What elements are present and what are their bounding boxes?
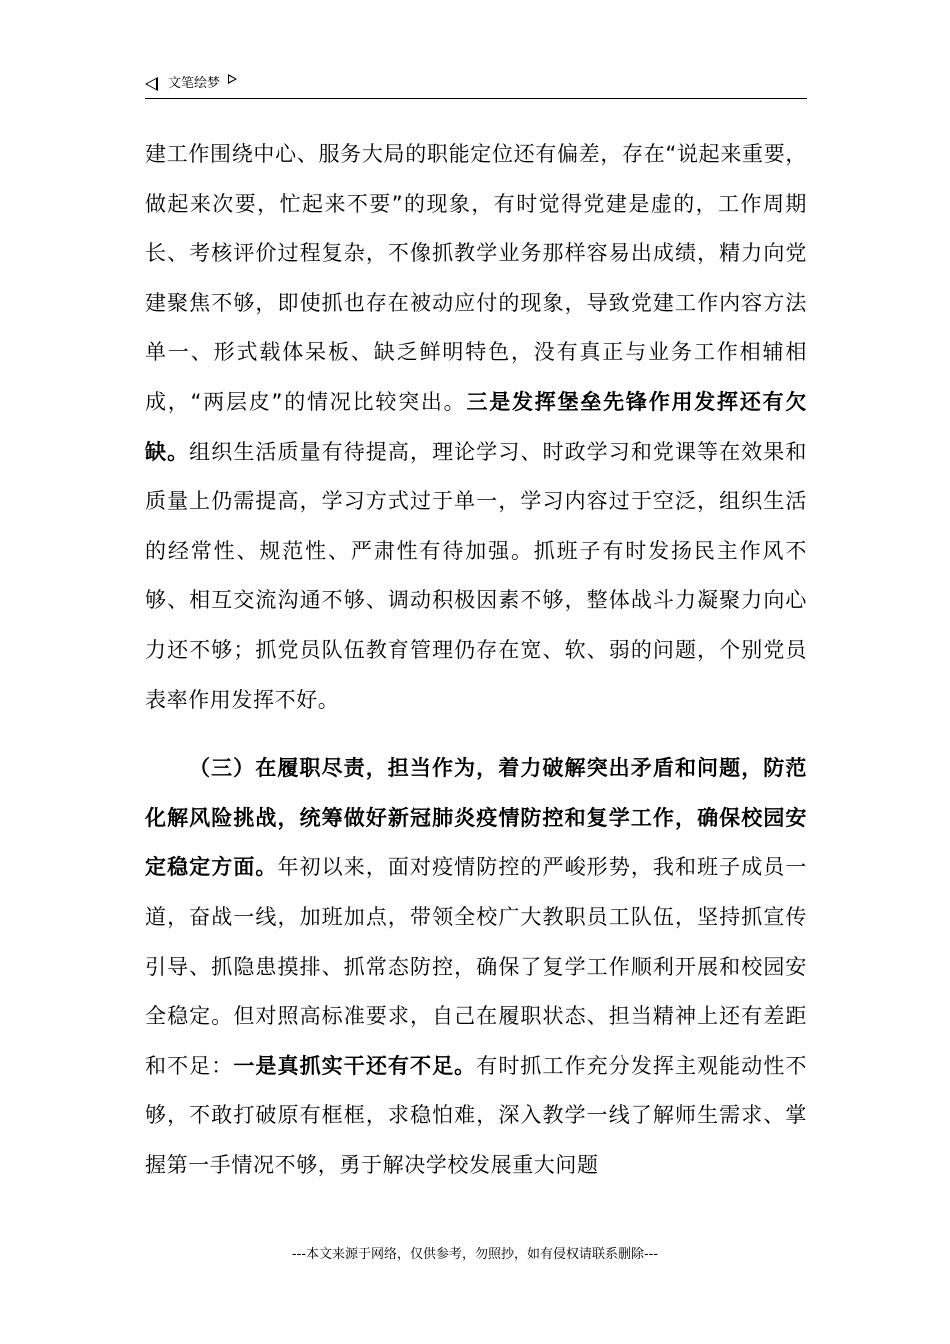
triangle-left-icon (145, 77, 158, 91)
header-title: 文笔绘梦 (168, 76, 221, 91)
paragraph-2 (145, 744, 807, 1190)
paragraph-2-heading: （三）在履职尽责，担当作为，着力破解突出矛盾和问题，防范化解风险挑战，统筹做好新冠肺炎疫情防控和复学工作，确保校园安定稳定方面。 (145, 756, 807, 880)
paragraph-2-text-1: 年初以来，面对疫情防控的严峻形势，我和班子成员一道，奋战一线，加班加点，带领全校广大教职员工队伍，坚持抓宣传引导、抓隐患摸排、抓常态防控，确保了复学工作顺利开展和校园安全稳定。但对照高标准要求，自己在履职状态、担当精神上还有差距和不足： (145, 855, 807, 1078)
paragraph-2-text-2: 有时抓工作充分发挥主观能动性不够，不敢打破原有框框，求稳怕难，深入教学一线了解师生需求、掌握第一手情况不够，勇于解决学校发展重大问题 (145, 1053, 807, 1177)
paragraph-1-text-2: 组织生活质量有待提高，理论学习、时政学习和党课等在效果和质量上仍需提高，学习方式过于单一，学习内容过于空泛，组织生活的经常性、规范性、严肃性有待加强。抓班子有时发扬民主作风不够、相互交流沟通不够、调动积极因素不够，整体战斗力凝聚力向心力还不够；抓党员队伍教育管理仍存在宽、软、弱的问题，个别党员表率作用发挥不好。 (145, 439, 807, 712)
page-footer: ---本文来源于网络，仅供参考，勿照抄，如有侵权请联系删除--- (291, 1247, 659, 1262)
paragraph-2-bold-2: 一是真抓实干还有不足。 (233, 1053, 477, 1078)
paragraph-1-bold-1: 三是发挥堡垒先锋作用发挥还有欠缺。 (145, 389, 807, 464)
triangle-right-icon (228, 74, 237, 84)
paragraph-1 (145, 130, 807, 725)
document-body (145, 130, 807, 1190)
page-header (145, 74, 807, 99)
paragraph-1-text-1: 建工作围绕中心、服务大局的职能定位还有偏差，存在“说起来重要，做起来次要，忙起来不要”的现象，有时觉得党建是虚的，工作周期长、考核评价过程复杂，不像抓教学业务那样容易出成绩，精力向党建聚焦不够，即使抓也存在被动应付的现象，导致党建工作内容方法单一、形式载体呆板、缺乏鲜明特色，没有真正与业务工作相辅相成，“两层皮”的情况比较突出。 (145, 142, 807, 414)
